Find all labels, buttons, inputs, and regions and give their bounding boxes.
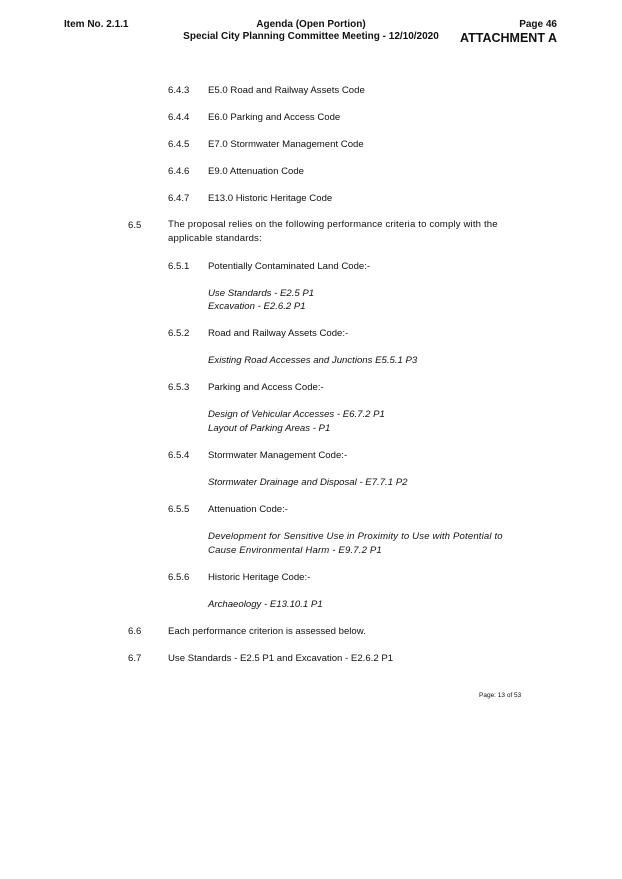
section-num: 6.5 bbox=[128, 220, 142, 231]
list-item-num: 6.4.4 bbox=[168, 112, 190, 123]
section-text: The proposal relies on the following performance criteria to comply with the applicable standards: bbox=[168, 219, 498, 244]
code-title: Parking and Access Code:- bbox=[208, 382, 324, 393]
list-item-text: E6.0 Parking and Access Code bbox=[208, 112, 341, 123]
item-number: Item No. 2.1.1 bbox=[64, 19, 129, 30]
list-item-text: E13.0 Historic Heritage Code bbox=[208, 193, 333, 204]
list-item-num: 6.4.6 bbox=[168, 166, 190, 177]
code-title: Historic Heritage Code:- bbox=[208, 572, 311, 583]
list-item-text: E7.0 Stormwater Management Code bbox=[208, 139, 364, 150]
code-title: Road and Railway Assets Code:- bbox=[208, 328, 349, 339]
list-item-num: 6.4.7 bbox=[168, 193, 190, 204]
code-criterion: Stormwater Drainage and Disposal - E7.7.1 P2 bbox=[208, 477, 408, 488]
code-criterion: Design of Vehicular Accesses - E6.7.2 P1 bbox=[208, 409, 385, 420]
code-criterion: Use Standards - E2.5 P1 bbox=[208, 288, 315, 299]
meeting-title: Special City Planning Committee Meeting - 12/10/2020 bbox=[183, 31, 439, 42]
agenda-title: Agenda (Open Portion) bbox=[256, 19, 366, 30]
code-title: Stormwater Management Code:- bbox=[208, 450, 348, 461]
code-criterion: Archaeology - E13.10.1 P1 bbox=[208, 599, 323, 610]
list-item-num: 6.4.5 bbox=[168, 139, 190, 150]
code-num: 6.5.5 bbox=[168, 504, 190, 515]
code-title: Potentially Contaminated Land Code:- bbox=[208, 261, 371, 272]
page-number: Page 46 bbox=[519, 19, 557, 30]
code-num: 6.5.1 bbox=[168, 261, 190, 272]
list-item-text: E5.0 Road and Railway Assets Code bbox=[208, 85, 365, 96]
code-criterion: Excavation - E2.6.2 P1 bbox=[208, 301, 306, 312]
code-num: 6.5.2 bbox=[168, 328, 190, 339]
code-title: Attenuation Code:- bbox=[208, 504, 289, 515]
list-item-num: 6.4.3 bbox=[168, 85, 190, 96]
section-text: Use Standards - E2.5 P1 and Excavation - E2.6.2 P1 bbox=[168, 653, 394, 664]
list-item-text: E9.0 Attenuation Code bbox=[208, 166, 305, 177]
code-num: 6.5.3 bbox=[168, 382, 190, 393]
code-criterion: Development for Sensitive Use in Proximity to Use with Potential to Cause Environmental Harm - E9.7.2 P1 bbox=[208, 531, 503, 556]
section-text: Each performance criterion is assessed below. bbox=[168, 626, 366, 637]
code-criterion: Layout of Parking Areas - P1 bbox=[208, 423, 331, 434]
page-footer: Page: 13 of 53 bbox=[479, 692, 522, 699]
section-num: 6.6 bbox=[128, 626, 142, 637]
code-criterion: Existing Road Accesses and Junctions E5.5.1 P3 bbox=[208, 355, 418, 366]
code-num: 6.5.6 bbox=[168, 572, 190, 583]
section-num: 6.7 bbox=[128, 653, 142, 664]
attachment-label: ATTACHMENT A bbox=[460, 31, 557, 45]
code-num: 6.5.4 bbox=[168, 450, 190, 461]
